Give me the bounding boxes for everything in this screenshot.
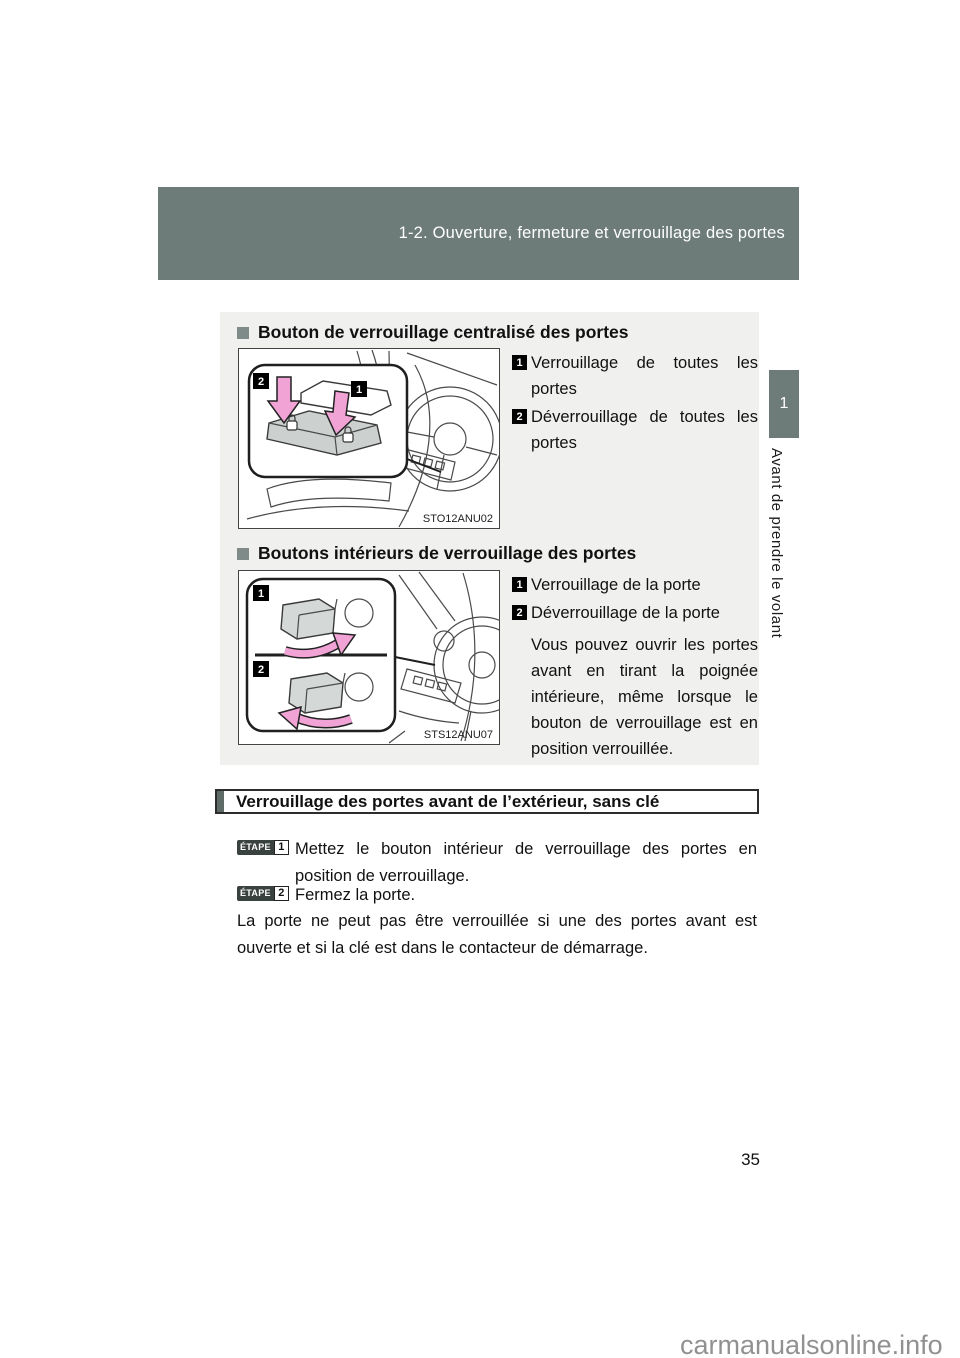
figure-code: STO12ANU02 <box>422 513 493 525</box>
chapter-header-text: 1-2. Ouverture, fermeture et verrouillage des portes <box>398 224 785 242</box>
item-number-badge: 1 <box>512 577 527 592</box>
item-number-badge: 2 <box>512 605 527 620</box>
procedure-title-text: Verrouillage des portes avant de l’extérieur, sans clé <box>236 791 660 811</box>
step-badge <box>237 840 289 855</box>
figure-badge-1: 1 <box>257 588 265 600</box>
step-number: 1 <box>274 840 289 855</box>
chapter-header-band <box>158 187 799 280</box>
chapter-number-tab <box>769 370 799 438</box>
section-heading-central-lock <box>237 322 629 343</box>
item-number-badge: 2 <box>512 409 527 424</box>
title-accent-bar <box>217 791 224 812</box>
central-lock-legend <box>512 350 758 458</box>
door-lock-lever-drawing <box>239 571 499 744</box>
legend-item-text: Verrouillage de la porte <box>531 576 701 594</box>
item-number-badge: 1 <box>512 355 527 370</box>
legend-item <box>512 404 758 456</box>
figure-code: STS12ANU07 <box>423 729 493 741</box>
step-text: Fermez la porte. <box>295 886 416 904</box>
square-bullet-icon <box>237 548 249 560</box>
legend-item <box>512 350 758 402</box>
procedure-step-2 <box>237 882 757 909</box>
procedure-note: La porte ne peut pas être verrouillée si une des portes avant est ouverte et si la clé est dans le contacteur de démarrage. <box>237 912 757 957</box>
procedure-title-bar <box>215 789 759 814</box>
watermark: carmanualsonline.info <box>680 1330 943 1358</box>
legend-note: Vous pouvez ouvrir les portes avant en tirant la poignée intérieure, même lorsque le bouton de verrouillage est en position verrouillée. <box>531 636 758 758</box>
step-text: Mettez le bouton intérieur de verrouillage des portes en position de verrouillage. <box>295 840 757 885</box>
car-interior-drawing <box>239 349 499 528</box>
legend-item-text: Déverrouillage de toutes les portes <box>531 408 758 452</box>
square-bullet-icon <box>237 327 249 339</box>
section-heading-text: Boutons intérieurs de verrouillage des portes <box>258 543 637 563</box>
legend-item <box>512 572 758 598</box>
legend-item-text: Verrouillage de toutes les portes <box>531 354 758 398</box>
figure-badge-2: 2 <box>257 664 265 676</box>
figure-central-lock-switch <box>238 348 500 529</box>
section-heading-inner-buttons <box>237 543 636 564</box>
step-label: ÉTAPE <box>237 886 274 901</box>
step-number: 2 <box>274 886 289 901</box>
page-number: 35 <box>741 1150 760 1169</box>
inner-buttons-legend <box>512 572 758 762</box>
legend-item <box>512 600 758 626</box>
figure-inner-lock-buttons <box>238 570 500 745</box>
legend-item-text: Déverrouillage de la porte <box>531 604 720 622</box>
sidebar-vertical-caption: Avant de prendre le volant <box>768 448 785 639</box>
section-heading-text: Bouton de verrouillage centralisé des portes <box>258 322 629 342</box>
figure-badge-1: 1 <box>355 384 363 396</box>
figure-badge-2: 2 <box>257 376 265 388</box>
step-badge <box>237 886 289 901</box>
chapter-number: 1 <box>779 395 789 412</box>
step-label: ÉTAPE <box>237 840 274 855</box>
